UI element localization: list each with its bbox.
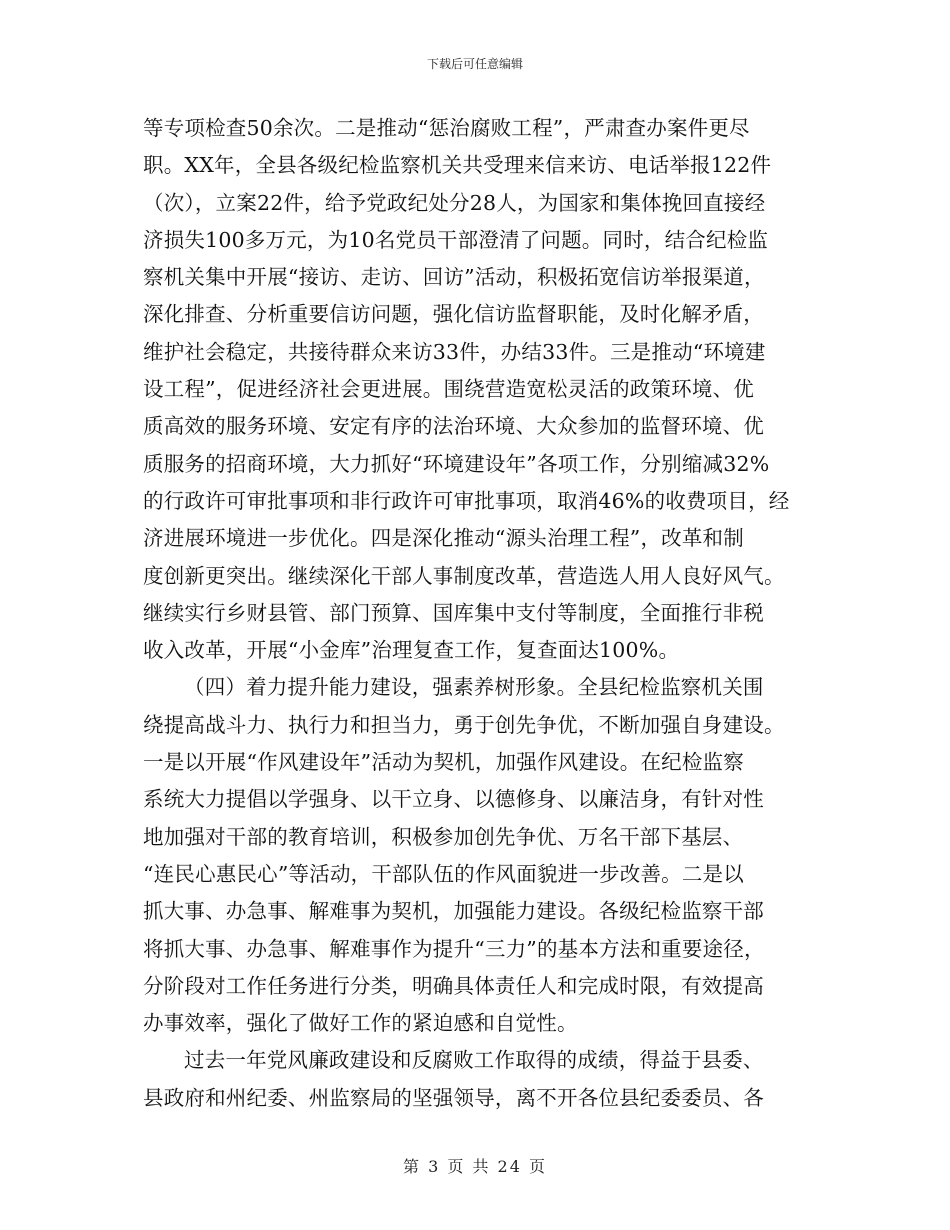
text-line: 质高效的服务环境、安定有序的法治环境、大众参加的监督环境、优 (143, 414, 764, 439)
text-line: 分阶段对工作任务进行分类，明确具体责任人和完成时限，有效提高 (143, 973, 764, 998)
text-line: 济进展环境进一步优化。四是深化推动“源头治理工程”，改革和制 (143, 526, 744, 551)
text-line: （四）着力提升能力建设，强素养树形象。全县纪检监察机关围 (184, 675, 764, 700)
text-line: 县政府和州纪委、州监察局的坚强领导，离不开各位县纪委委员、各 (143, 1085, 764, 1110)
text-line: 维护社会稳定，共接待群众来访33件，办结33件。三是推动“环境建 (143, 339, 766, 364)
text-line: 质服务的招商环境，大力抓好“环境建设年”各项工作，分别缩减32% (143, 451, 770, 476)
body-text (143, 110, 803, 1117)
text-line: 察机关集中开展“接访、走访、回访”活动，积极拓宽信访举报渠道， (143, 265, 765, 290)
text-line: 办事效率，强化了做好工作的紧迫感和自觉性。 (143, 1011, 578, 1036)
text-line: （次），立案22件，给予党政纪处分28人，为国家和集体挽回直接经 (143, 190, 766, 215)
text-line: 深化排查、分析重要信访问题，强化信访监督职能，及时化解矛盾， (143, 302, 764, 327)
header-note: 下载后可任意编辑 (426, 57, 523, 71)
text-line: 抓大事、办急事、解难事为契机，加强能力建设。各级纪检监察干部 (143, 899, 764, 924)
text-line: 设工程”，促进经济社会更进展。围绕营造宽松灵活的政策环境、优 (143, 377, 754, 402)
text-line: 绕提高战斗力、执行力和担当力，勇于创先争优，不断加强自身建设。 (143, 712, 785, 737)
text-line: 将抓大事、办急事、解难事作为提升“三力”的基本方法和重要途径， (143, 936, 765, 961)
text-line: 收入改革，开展“小金库”治理复查工作，复查面达100%。 (143, 638, 680, 663)
text-line: 继续实行乡财县管、部门预算、国库集中支付等制度，全面推行非税 (143, 600, 764, 625)
text-line: 等专项检查50余次。二是推动“惩治腐败工程”，严肃查办案件更尽 (143, 116, 750, 140)
text-line: 一是以开展“作风建设年”活动为契机，加强作风建设。在纪检监察 (143, 750, 744, 775)
text-line: 地加强对干部的教育培训，积极参加创先争优、万名干部下基层、 (143, 824, 744, 849)
text-line: “连民心惠民心”等活动，干部队伍的作风面貌进一步改善。二是以 (143, 861, 744, 886)
text-line: 系统大力提倡以学强身、以干立身、以德修身、以廉洁身，有针对性 (143, 787, 764, 812)
text-line: 职。XX年，全县各级纪检监察机关共受理来信来访、电话举报122件 (143, 153, 772, 178)
text-line: 的行政许可审批事项和非行政许可审批事项，取消46%的收费项目，经 (143, 488, 790, 513)
text-line: 度创新更突出。继续深化干部人事制度改革，营造选人用人良好风气。 (143, 563, 785, 588)
page-number: 第 3 页 共 24 页 (403, 1157, 547, 1176)
text-line: 济损失100多万元，为10名党员干部澄清了问题。同时，结合纪检监 (143, 227, 769, 252)
text-line: 过去一年党风廉政建设和反腐败工作取得的成绩，得益于县委、 (184, 1048, 764, 1073)
